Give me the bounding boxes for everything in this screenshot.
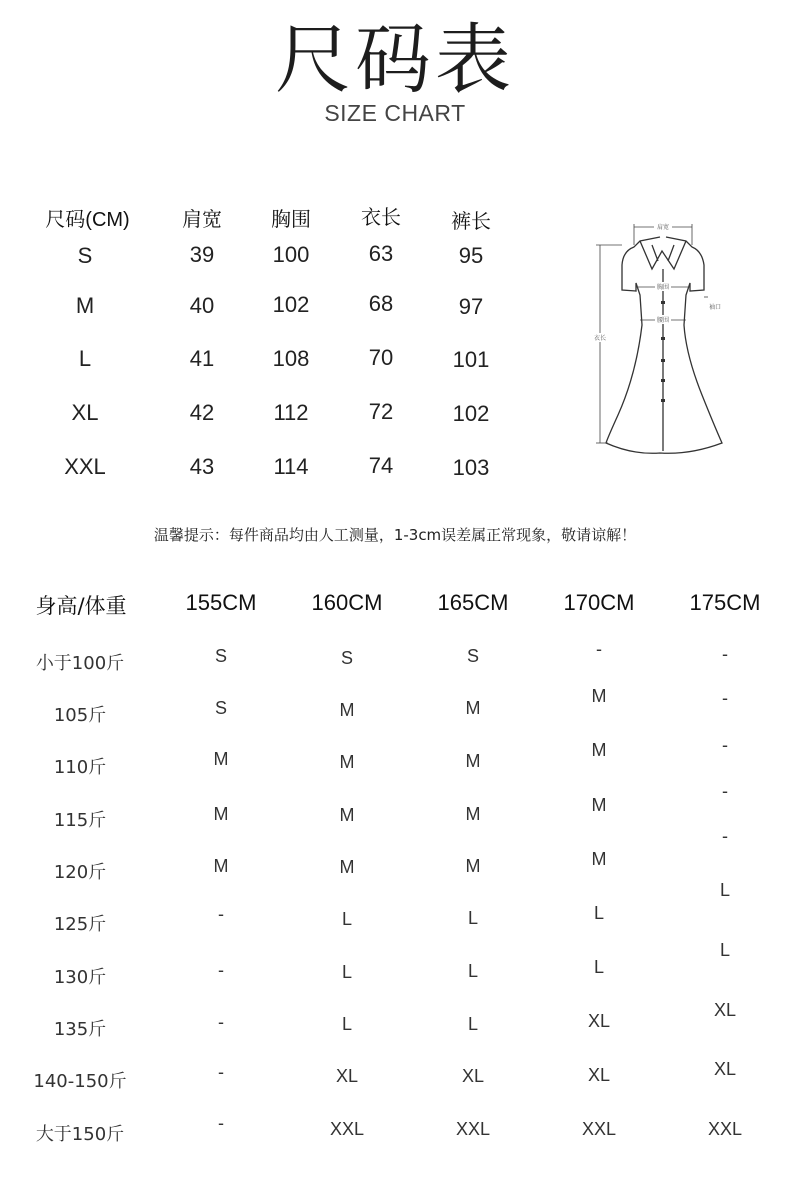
size-recommendation: XXL — [581, 1119, 617, 1139]
size-recommendation: XXL — [455, 1119, 491, 1139]
size-recommendation: - — [218, 904, 224, 924]
weight-label: 105斤 — [53, 705, 107, 726]
size-recommendation: M — [339, 700, 355, 720]
size-table-header-length: 衣长 — [361, 207, 401, 229]
size-recommendation: XL — [335, 1066, 359, 1086]
size-table-header-shoulder: 肩宽 — [182, 209, 222, 231]
height-header: 170CM — [563, 590, 635, 615]
size-recommendation: - — [218, 960, 224, 980]
size-cell: 108 — [272, 346, 310, 371]
size-cell: 97 — [458, 294, 484, 319]
size-cell: S — [77, 243, 93, 268]
size-cell: 72 — [368, 399, 394, 424]
weight-label: 130斤 — [53, 967, 107, 988]
size-recommendation: L — [719, 880, 730, 900]
weight-label: 115斤 — [53, 810, 107, 831]
size-recommendation: XL — [587, 1011, 611, 1031]
size-recommendation: S — [466, 646, 479, 666]
size-recommendation: - — [722, 781, 728, 801]
size-recommendation: M — [465, 856, 481, 876]
size-recommendation: - — [218, 1012, 224, 1032]
diagram-label-chest: 胸围 — [656, 284, 670, 291]
page-title: 尺码表 — [275, 15, 515, 104]
weight-label: 140-150斤 — [33, 1071, 127, 1092]
size-recommendation: - — [722, 735, 728, 755]
size-recommendation: L — [467, 908, 478, 928]
size-cell: 42 — [189, 400, 215, 425]
size-recommendation: M — [465, 804, 481, 824]
recommend-corner-label: 身高/体重 — [35, 594, 127, 618]
size-cell: 40 — [189, 293, 215, 318]
size-cell: 100 — [272, 242, 310, 267]
size-recommendation: - — [596, 639, 602, 659]
size-recommendation: - — [722, 688, 728, 708]
size-recommendation: L — [719, 940, 730, 960]
size-recommendation: XL — [587, 1065, 611, 1085]
size-recommendation: XL — [713, 1000, 737, 1020]
diagram-label-shoulder: 肩宽 — [656, 224, 670, 231]
size-recommendation: M — [591, 740, 607, 760]
size-cell: 68 — [368, 291, 394, 316]
size-table-header-pants: 裤长 — [451, 211, 491, 233]
size-recommendation: L — [593, 957, 604, 977]
size-recommendation: XXL — [707, 1119, 743, 1139]
page-subtitle: SIZE CHART — [324, 100, 466, 126]
size-recommendation: L — [593, 903, 604, 923]
size-recommendation: L — [341, 909, 352, 929]
diagram-label-cuff: 袖口 — [709, 304, 722, 311]
size-recommendation: L — [467, 961, 478, 981]
size-cell: 101 — [452, 347, 490, 372]
size-recommendation: M — [591, 795, 607, 815]
size-recommendation: XL — [713, 1059, 737, 1079]
size-recommendation: M — [339, 857, 355, 877]
size-recommendation: M — [591, 686, 607, 706]
size-table-header-size: 尺码(CM) — [45, 209, 130, 231]
measurement-note: 温馨提示：每件商品均由人工测量，1-3cm误差属正常现象，敬请谅解！ — [153, 526, 637, 544]
size-cell: 95 — [458, 243, 484, 268]
size-cell: 39 — [189, 242, 215, 267]
weight-label: 大于150斤 — [35, 1124, 125, 1145]
size-cell: M — [75, 293, 95, 318]
size-recommendation: - — [722, 644, 728, 664]
size-recommendation: L — [341, 1014, 352, 1034]
size-cell: 74 — [368, 453, 394, 478]
size-recommendation: S — [214, 646, 227, 666]
size-recommendation: XXL — [329, 1119, 365, 1139]
size-cell: 103 — [452, 455, 490, 480]
weight-label: 小于100斤 — [35, 653, 125, 674]
weight-label: 120斤 — [53, 862, 107, 883]
size-recommendation: XL — [461, 1066, 485, 1086]
weight-label: 135斤 — [53, 1019, 107, 1040]
size-recommendation: M — [465, 751, 481, 771]
size-cell: 102 — [452, 401, 490, 426]
diagram-label-waist: 腰围 — [656, 317, 670, 324]
size-recommendation: M — [339, 805, 355, 825]
size-cell: 41 — [189, 346, 215, 371]
size-recommendation: M — [213, 749, 229, 769]
size-recommendation: M — [591, 849, 607, 869]
size-table-header-chest: 胸围 — [271, 209, 311, 231]
weight-label: 110斤 — [53, 757, 107, 778]
size-recommendation: M — [465, 698, 481, 718]
size-cell: L — [78, 346, 92, 371]
size-recommendation: M — [339, 752, 355, 772]
size-recommendation: L — [341, 962, 352, 982]
size-cell: 102 — [272, 292, 310, 317]
height-header: 155CM — [185, 590, 257, 615]
weight-label: 125斤 — [53, 914, 107, 935]
size-cell: 112 — [273, 400, 309, 425]
size-cell: 70 — [368, 345, 394, 370]
size-recommendation: L — [467, 1014, 478, 1034]
size-recommendation: M — [213, 856, 229, 876]
height-header: 165CM — [437, 590, 509, 615]
height-header: 175CM — [689, 590, 761, 615]
diagram-label-length: 衣长 — [593, 335, 607, 342]
size-cell: XXL — [64, 454, 106, 479]
size-cell: 63 — [368, 241, 394, 266]
dress-measurement-diagram — [578, 215, 738, 465]
size-recommendation: - — [218, 1062, 224, 1082]
size-recommendation: S — [214, 698, 227, 718]
height-header: 160CM — [311, 590, 383, 615]
size-recommendation: - — [218, 1113, 224, 1133]
size-recommendation: - — [722, 826, 728, 846]
size-cell: 43 — [189, 454, 215, 479]
size-cell: 114 — [273, 454, 309, 479]
size-recommendation: M — [213, 804, 229, 824]
size-recommendation: S — [340, 648, 353, 668]
size-cell: XL — [71, 400, 99, 425]
